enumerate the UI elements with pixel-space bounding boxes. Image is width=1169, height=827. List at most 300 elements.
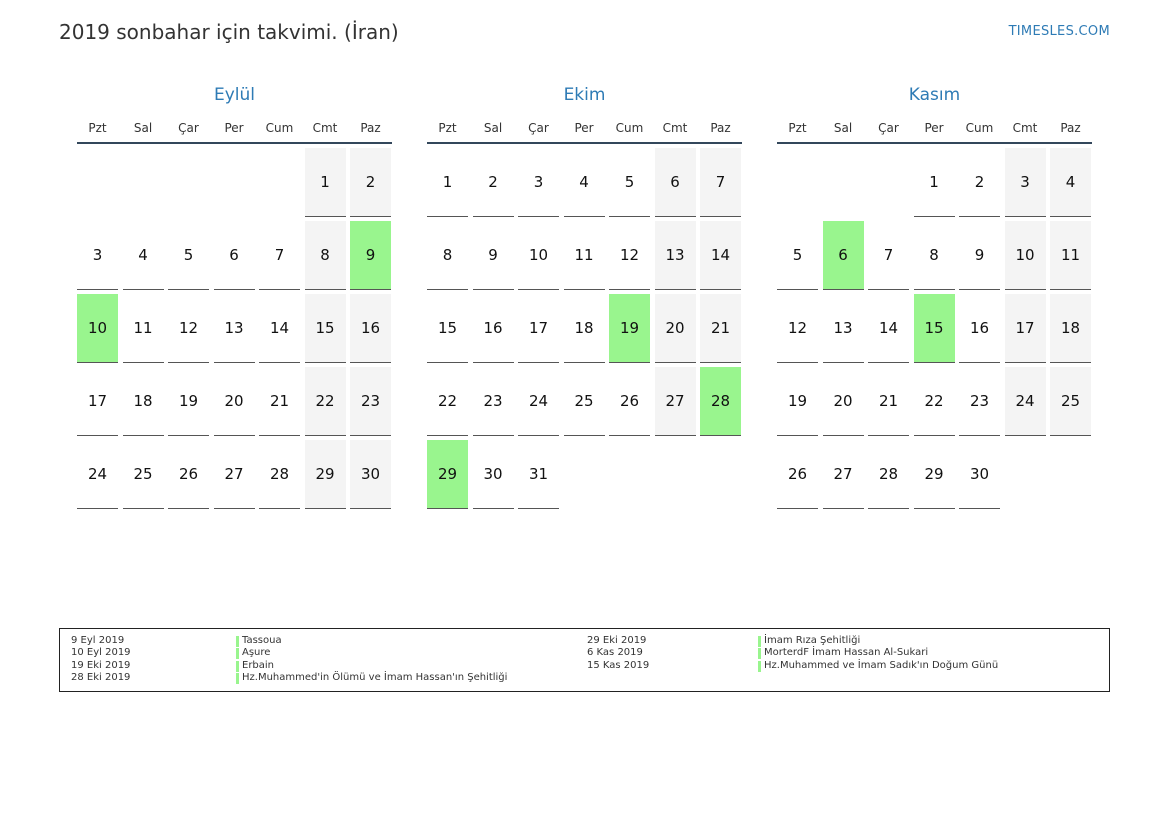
day-cell xyxy=(214,221,255,290)
day-underline xyxy=(427,435,468,436)
day-cell xyxy=(168,440,209,509)
legend-date: 28 Eki 2019 xyxy=(71,672,131,683)
day-cell xyxy=(350,148,391,217)
day-underline xyxy=(959,508,1000,509)
day-number: 11 xyxy=(133,319,153,337)
day-number: 26 xyxy=(787,465,808,483)
day-cell xyxy=(914,440,955,509)
day-number: 14 xyxy=(269,319,290,337)
day-number: 15 xyxy=(315,319,335,337)
day-underline xyxy=(914,216,955,217)
weekday-label: Cum xyxy=(965,121,994,135)
day-number: 12 xyxy=(619,246,640,264)
day-cell xyxy=(959,148,1000,217)
day-number: 5 xyxy=(792,246,803,264)
day-number: 13 xyxy=(665,246,685,264)
weekday-label: Paz xyxy=(360,121,381,135)
weekday-label: Cum xyxy=(265,121,294,135)
day-underline xyxy=(77,289,118,290)
legend-date: 19 Eki 2019 xyxy=(71,660,131,671)
day-underline xyxy=(1050,362,1091,363)
day-cell xyxy=(609,148,650,217)
day-cell xyxy=(350,294,391,363)
day-underline xyxy=(168,435,209,436)
day-number: 24 xyxy=(1015,392,1035,410)
month-september xyxy=(77,84,392,483)
day-number: 28 xyxy=(878,465,899,483)
weekday-header xyxy=(77,120,392,144)
legend-holiday-name: Erbain xyxy=(236,660,274,672)
day-underline xyxy=(123,435,164,436)
weekday-label: Paz xyxy=(1060,121,1081,135)
day-number: 30 xyxy=(969,465,990,483)
day-number: 21 xyxy=(269,392,290,410)
holiday-day-cell xyxy=(609,294,650,363)
legend-row xyxy=(587,660,1097,672)
day-number: 23 xyxy=(483,392,503,410)
day-number: 12 xyxy=(787,319,808,337)
weekday-label: Cmt xyxy=(1012,121,1038,135)
day-number: 9 xyxy=(974,246,985,264)
day-underline xyxy=(655,435,696,436)
day-number: 3 xyxy=(1020,173,1030,191)
day-underline xyxy=(655,362,696,363)
day-underline xyxy=(518,362,559,363)
day-underline xyxy=(959,362,1000,363)
day-number: 8 xyxy=(929,246,939,264)
day-cell xyxy=(564,221,605,290)
day-number: 19 xyxy=(787,392,808,410)
day-underline xyxy=(914,362,955,363)
day-number: 21 xyxy=(710,319,731,337)
day-underline xyxy=(959,289,1000,290)
day-underline xyxy=(823,508,864,509)
day-underline xyxy=(214,362,255,363)
day-cell xyxy=(305,221,346,290)
legend-holiday-name: Hz.Muhammed'in Ölümü ve İmam Hassan'ın Şehitliği xyxy=(236,672,507,684)
page-title: 2019 sonbahar için takvimi. (İran) xyxy=(59,20,399,44)
weekday-label: Pzt xyxy=(788,121,807,135)
day-cell xyxy=(518,148,559,217)
day-cell xyxy=(473,148,514,217)
day-underline xyxy=(564,362,605,363)
day-underline xyxy=(1050,435,1091,436)
day-number: 25 xyxy=(133,465,153,483)
day-cell xyxy=(868,221,909,290)
day-underline xyxy=(168,508,209,509)
day-underline xyxy=(1005,362,1046,363)
weekday-label: Pzt xyxy=(438,121,457,135)
legend-date: 29 Eki 2019 xyxy=(587,635,647,646)
day-cell xyxy=(868,367,909,436)
day-number: 1 xyxy=(320,173,330,191)
day-underline xyxy=(259,508,300,509)
day-number: 14 xyxy=(878,319,899,337)
day-cell xyxy=(214,294,255,363)
holiday-day-cell xyxy=(823,221,864,290)
holiday-color-marker xyxy=(758,648,761,659)
day-cell xyxy=(959,221,1000,290)
day-cell xyxy=(1050,221,1091,290)
weekday-label: Çar xyxy=(878,121,899,135)
day-cell xyxy=(259,440,300,509)
day-number: 29 xyxy=(924,465,944,483)
day-underline xyxy=(518,435,559,436)
day-underline xyxy=(123,508,164,509)
day-underline xyxy=(959,216,1000,217)
day-underline xyxy=(427,508,468,509)
weekday-label: Per xyxy=(924,121,944,135)
day-underline xyxy=(259,435,300,436)
day-underline xyxy=(914,435,955,436)
month-title: Kasım xyxy=(908,85,961,105)
holiday-day-cell xyxy=(350,221,391,290)
day-underline xyxy=(564,289,605,290)
day-underline xyxy=(214,435,255,436)
holiday-color-marker xyxy=(236,648,239,659)
day-number: 20 xyxy=(224,392,244,410)
day-number: 6 xyxy=(229,246,239,264)
day-underline xyxy=(473,289,514,290)
day-underline xyxy=(823,435,864,436)
day-underline xyxy=(700,435,741,436)
day-number: 1 xyxy=(929,173,939,191)
day-underline xyxy=(427,362,468,363)
day-underline xyxy=(564,216,605,217)
day-number: 20 xyxy=(833,392,853,410)
weekday-label: Çar xyxy=(178,121,199,135)
day-cell xyxy=(823,440,864,509)
weekday-label: Per xyxy=(224,121,244,135)
day-cell xyxy=(168,221,209,290)
legend-row xyxy=(71,635,571,647)
legend-holiday-name: Hz.Muhammed ve İmam Sadık'ın Doğum Günü xyxy=(758,660,998,672)
day-number: 16 xyxy=(483,319,503,337)
day-number: 12 xyxy=(178,319,199,337)
day-number: 10 xyxy=(1015,246,1035,264)
day-underline xyxy=(914,289,955,290)
month-october xyxy=(427,84,742,483)
month-title: Eylül xyxy=(213,85,256,105)
day-cell xyxy=(123,440,164,509)
day-underline xyxy=(350,289,391,290)
day-number: 16 xyxy=(969,319,990,337)
day-cell xyxy=(959,367,1000,436)
day-number: 7 xyxy=(883,246,894,264)
day-underline xyxy=(823,362,864,363)
month-november xyxy=(777,84,1092,483)
day-cell xyxy=(609,367,650,436)
day-cell xyxy=(1005,294,1046,363)
day-cell xyxy=(473,221,514,290)
day-number: 18 xyxy=(1060,319,1081,337)
day-underline xyxy=(350,216,391,217)
day-number: 4 xyxy=(1065,173,1076,191)
day-number: 3 xyxy=(92,246,103,264)
day-underline xyxy=(823,289,864,290)
holiday-color-marker xyxy=(236,661,239,672)
day-underline xyxy=(777,435,818,436)
day-number: 5 xyxy=(624,173,635,191)
day-underline xyxy=(305,362,346,363)
day-underline xyxy=(518,508,559,509)
day-underline xyxy=(655,216,696,217)
legend-row xyxy=(587,647,1097,659)
day-cell xyxy=(655,221,696,290)
day-number: 17 xyxy=(528,319,549,337)
day-underline xyxy=(259,289,300,290)
legend-row xyxy=(71,660,571,672)
day-number: 11 xyxy=(1060,246,1081,264)
day-number: 27 xyxy=(833,465,853,483)
holiday-day-cell xyxy=(914,294,955,363)
day-cell xyxy=(168,367,209,436)
day-underline xyxy=(609,289,650,290)
day-number: 22 xyxy=(924,392,944,410)
day-cell xyxy=(214,440,255,509)
day-underline xyxy=(214,289,255,290)
day-underline xyxy=(123,362,164,363)
day-number: 28 xyxy=(710,392,731,410)
legend-row xyxy=(587,635,1097,647)
day-number: 27 xyxy=(224,465,244,483)
day-cell xyxy=(518,367,559,436)
day-cell xyxy=(868,440,909,509)
day-number: 15 xyxy=(924,319,944,337)
day-underline xyxy=(609,216,650,217)
day-cell xyxy=(655,148,696,217)
day-cell xyxy=(305,294,346,363)
day-number: 20 xyxy=(665,319,685,337)
legend-holiday-name: Aşure xyxy=(236,647,270,659)
holiday-day-cell xyxy=(700,367,741,436)
day-cell xyxy=(350,440,391,509)
day-underline xyxy=(1005,289,1046,290)
day-cell xyxy=(564,148,605,217)
day-number: 27 xyxy=(665,392,685,410)
weekday-header xyxy=(427,120,742,144)
day-underline xyxy=(868,362,909,363)
day-cell xyxy=(700,294,741,363)
day-underline xyxy=(959,435,1000,436)
day-underline xyxy=(305,216,346,217)
day-underline xyxy=(868,435,909,436)
day-cell xyxy=(914,221,955,290)
day-cell xyxy=(609,221,650,290)
weekday-label: Pzt xyxy=(88,121,107,135)
day-cell xyxy=(1005,221,1046,290)
day-cell xyxy=(868,294,909,363)
day-underline xyxy=(868,289,909,290)
holiday-color-marker xyxy=(758,636,761,647)
day-cell xyxy=(473,367,514,436)
day-cell xyxy=(305,148,346,217)
holiday-day-cell xyxy=(77,294,118,363)
day-cell xyxy=(777,294,818,363)
day-number: 19 xyxy=(619,319,640,337)
day-number: 29 xyxy=(315,465,335,483)
day-number: 19 xyxy=(178,392,199,410)
weekday-label: Cmt xyxy=(312,121,338,135)
day-underline xyxy=(1050,216,1091,217)
day-underline xyxy=(350,508,391,509)
day-cell xyxy=(214,367,255,436)
day-number: 18 xyxy=(574,319,594,337)
day-cell xyxy=(518,221,559,290)
day-underline xyxy=(259,362,300,363)
day-number: 17 xyxy=(1015,319,1035,337)
day-number: 7 xyxy=(715,173,726,191)
day-cell xyxy=(1050,148,1091,217)
legend-date: 15 Kas 2019 xyxy=(587,660,650,671)
day-cell xyxy=(123,294,164,363)
day-cell xyxy=(518,294,559,363)
day-cell xyxy=(77,221,118,290)
day-number: 22 xyxy=(315,392,335,410)
day-cell xyxy=(823,367,864,436)
legend-date: 6 Kas 2019 xyxy=(587,647,643,658)
weekday-label: Cum xyxy=(615,121,644,135)
day-cell xyxy=(823,294,864,363)
day-cell xyxy=(427,367,468,436)
legend-holiday-name: MorterdF İmam Hassan Al-Sukari xyxy=(758,647,928,659)
day-number: 4 xyxy=(138,246,148,264)
day-underline xyxy=(427,216,468,217)
day-cell xyxy=(777,221,818,290)
weekday-label: Paz xyxy=(710,121,731,135)
weekday-label: Sal xyxy=(483,121,503,135)
day-number: 26 xyxy=(178,465,199,483)
day-cell xyxy=(123,367,164,436)
day-number: 3 xyxy=(533,173,544,191)
day-number: 15 xyxy=(437,319,458,337)
day-underline xyxy=(914,508,955,509)
day-number: 1 xyxy=(442,173,453,191)
day-cell xyxy=(77,440,118,509)
day-underline xyxy=(700,362,741,363)
day-underline xyxy=(123,289,164,290)
legend-row xyxy=(71,672,571,684)
day-number: 30 xyxy=(483,465,503,483)
holiday-color-marker xyxy=(236,636,239,647)
day-cell xyxy=(77,367,118,436)
day-underline xyxy=(1005,435,1046,436)
day-underline xyxy=(777,362,818,363)
holiday-legend xyxy=(59,628,1110,692)
day-cell xyxy=(564,294,605,363)
day-number: 10 xyxy=(87,319,108,337)
site-link[interactable]: TIMESLES.COM xyxy=(1008,24,1110,39)
day-underline xyxy=(168,362,209,363)
holiday-color-marker xyxy=(758,661,761,672)
day-underline xyxy=(655,289,696,290)
day-underline xyxy=(473,216,514,217)
day-number: 23 xyxy=(360,392,381,410)
day-cell xyxy=(1005,367,1046,436)
day-cell xyxy=(700,221,741,290)
day-number: 9 xyxy=(365,246,376,264)
day-cell xyxy=(655,367,696,436)
day-cell xyxy=(123,221,164,290)
day-cell xyxy=(427,294,468,363)
day-number: 25 xyxy=(1060,392,1081,410)
day-cell xyxy=(305,367,346,436)
day-number: 11 xyxy=(574,246,594,264)
day-number: 6 xyxy=(670,173,680,191)
weekday-label: Sal xyxy=(133,121,153,135)
day-number: 21 xyxy=(878,392,899,410)
day-number: 16 xyxy=(360,319,381,337)
day-underline xyxy=(305,435,346,436)
weekday-label: Cmt xyxy=(662,121,688,135)
day-underline xyxy=(518,289,559,290)
day-underline xyxy=(473,508,514,509)
day-underline xyxy=(214,508,255,509)
weekday-header xyxy=(777,120,1092,144)
day-cell xyxy=(1050,367,1091,436)
day-cell xyxy=(1005,148,1046,217)
day-number: 6 xyxy=(838,246,848,264)
day-cell xyxy=(777,440,818,509)
legend-holiday-name: İmam Rıza Şehitliği xyxy=(758,635,860,647)
day-number: 8 xyxy=(320,246,330,264)
day-number: 2 xyxy=(365,173,376,191)
day-underline xyxy=(1050,289,1091,290)
day-number: 28 xyxy=(269,465,290,483)
day-number: 29 xyxy=(437,465,458,483)
day-underline xyxy=(168,289,209,290)
weekday-label: Çar xyxy=(528,121,549,135)
day-cell xyxy=(427,221,468,290)
legend-date: 10 Eyl 2019 xyxy=(71,647,131,658)
day-underline xyxy=(427,289,468,290)
day-underline xyxy=(564,435,605,436)
day-number: 7 xyxy=(274,246,285,264)
day-cell xyxy=(959,294,1000,363)
day-cell xyxy=(305,440,346,509)
day-cell xyxy=(259,367,300,436)
day-underline xyxy=(1005,216,1046,217)
day-number: 8 xyxy=(442,246,453,264)
day-cell xyxy=(168,294,209,363)
day-underline xyxy=(350,362,391,363)
day-underline xyxy=(609,362,650,363)
day-cell xyxy=(700,148,741,217)
holiday-day-cell xyxy=(427,440,468,509)
legend-row xyxy=(71,647,571,659)
day-underline xyxy=(77,435,118,436)
day-number: 13 xyxy=(833,319,853,337)
day-cell xyxy=(1050,294,1091,363)
day-cell xyxy=(518,440,559,509)
month-title: Ekim xyxy=(563,85,606,105)
holiday-color-marker xyxy=(236,673,239,684)
day-cell xyxy=(427,148,468,217)
day-underline xyxy=(518,216,559,217)
day-number: 26 xyxy=(619,392,640,410)
day-cell xyxy=(655,294,696,363)
day-underline xyxy=(77,362,118,363)
day-number: 5 xyxy=(183,246,194,264)
day-underline xyxy=(473,435,514,436)
day-number: 9 xyxy=(488,246,498,264)
day-cell xyxy=(564,367,605,436)
legend-holiday-name: Tassoua xyxy=(236,635,282,647)
day-underline xyxy=(305,508,346,509)
day-number: 24 xyxy=(87,465,108,483)
day-underline xyxy=(350,435,391,436)
day-cell xyxy=(959,440,1000,509)
